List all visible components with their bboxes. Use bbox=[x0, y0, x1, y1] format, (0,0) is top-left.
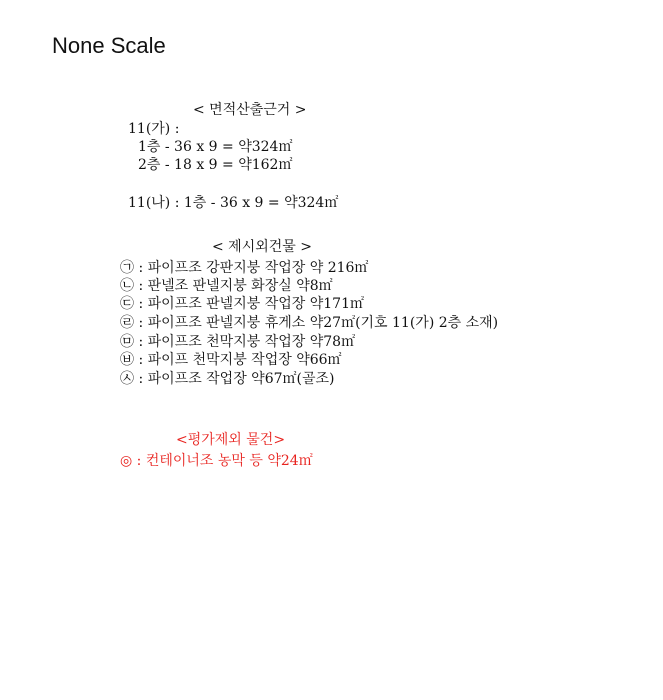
external-building-item: ㉥ : 파이프 천막지붕 작업장 약66㎡ bbox=[120, 352, 342, 368]
area-basis-11ga-label: 11(가) : bbox=[128, 121, 180, 137]
excluded-item: ◎ : 컨테이너조 농막 등 약24㎡ bbox=[120, 453, 313, 469]
external-building-item: ㉡ : 판넬조 판넬지붕 화장실 약8㎡ bbox=[120, 278, 333, 294]
area-basis-11ga-floor1: 1층 - 36 x 9 = 약324㎡ bbox=[138, 139, 293, 155]
area-basis-11na: 11(나) : 1층 - 36 x 9 = 약324㎡ bbox=[128, 195, 339, 211]
area-basis-11ga-floor2: 2층 - 18 x 9 = 약162㎡ bbox=[138, 157, 293, 173]
external-building-item: ㉦ : 파이프조 작업장 약67㎡(골조) bbox=[120, 371, 335, 387]
scale-title: None Scale bbox=[52, 33, 166, 58]
excluded-items-heading: <평가제외 물건> bbox=[176, 432, 286, 448]
external-building-item: ㉢ : 파이프조 판넬지붕 작업장 약171㎡ bbox=[120, 296, 364, 312]
external-building-item: ㉠ : 파이프조 강판지붕 작업장 약 216㎡ bbox=[120, 260, 369, 276]
external-buildings-heading: < 제시외건물 > bbox=[212, 239, 312, 255]
external-building-item: ㉣ : 파이프조 판넬지붕 휴게소 약27㎡(기호 11(가) 2층 소재) bbox=[120, 315, 499, 331]
area-basis-heading: < 면적산출근거 > bbox=[193, 102, 307, 118]
external-building-item: ㉤ : 파이프조 천막지붕 작업장 약78㎡ bbox=[120, 334, 356, 350]
